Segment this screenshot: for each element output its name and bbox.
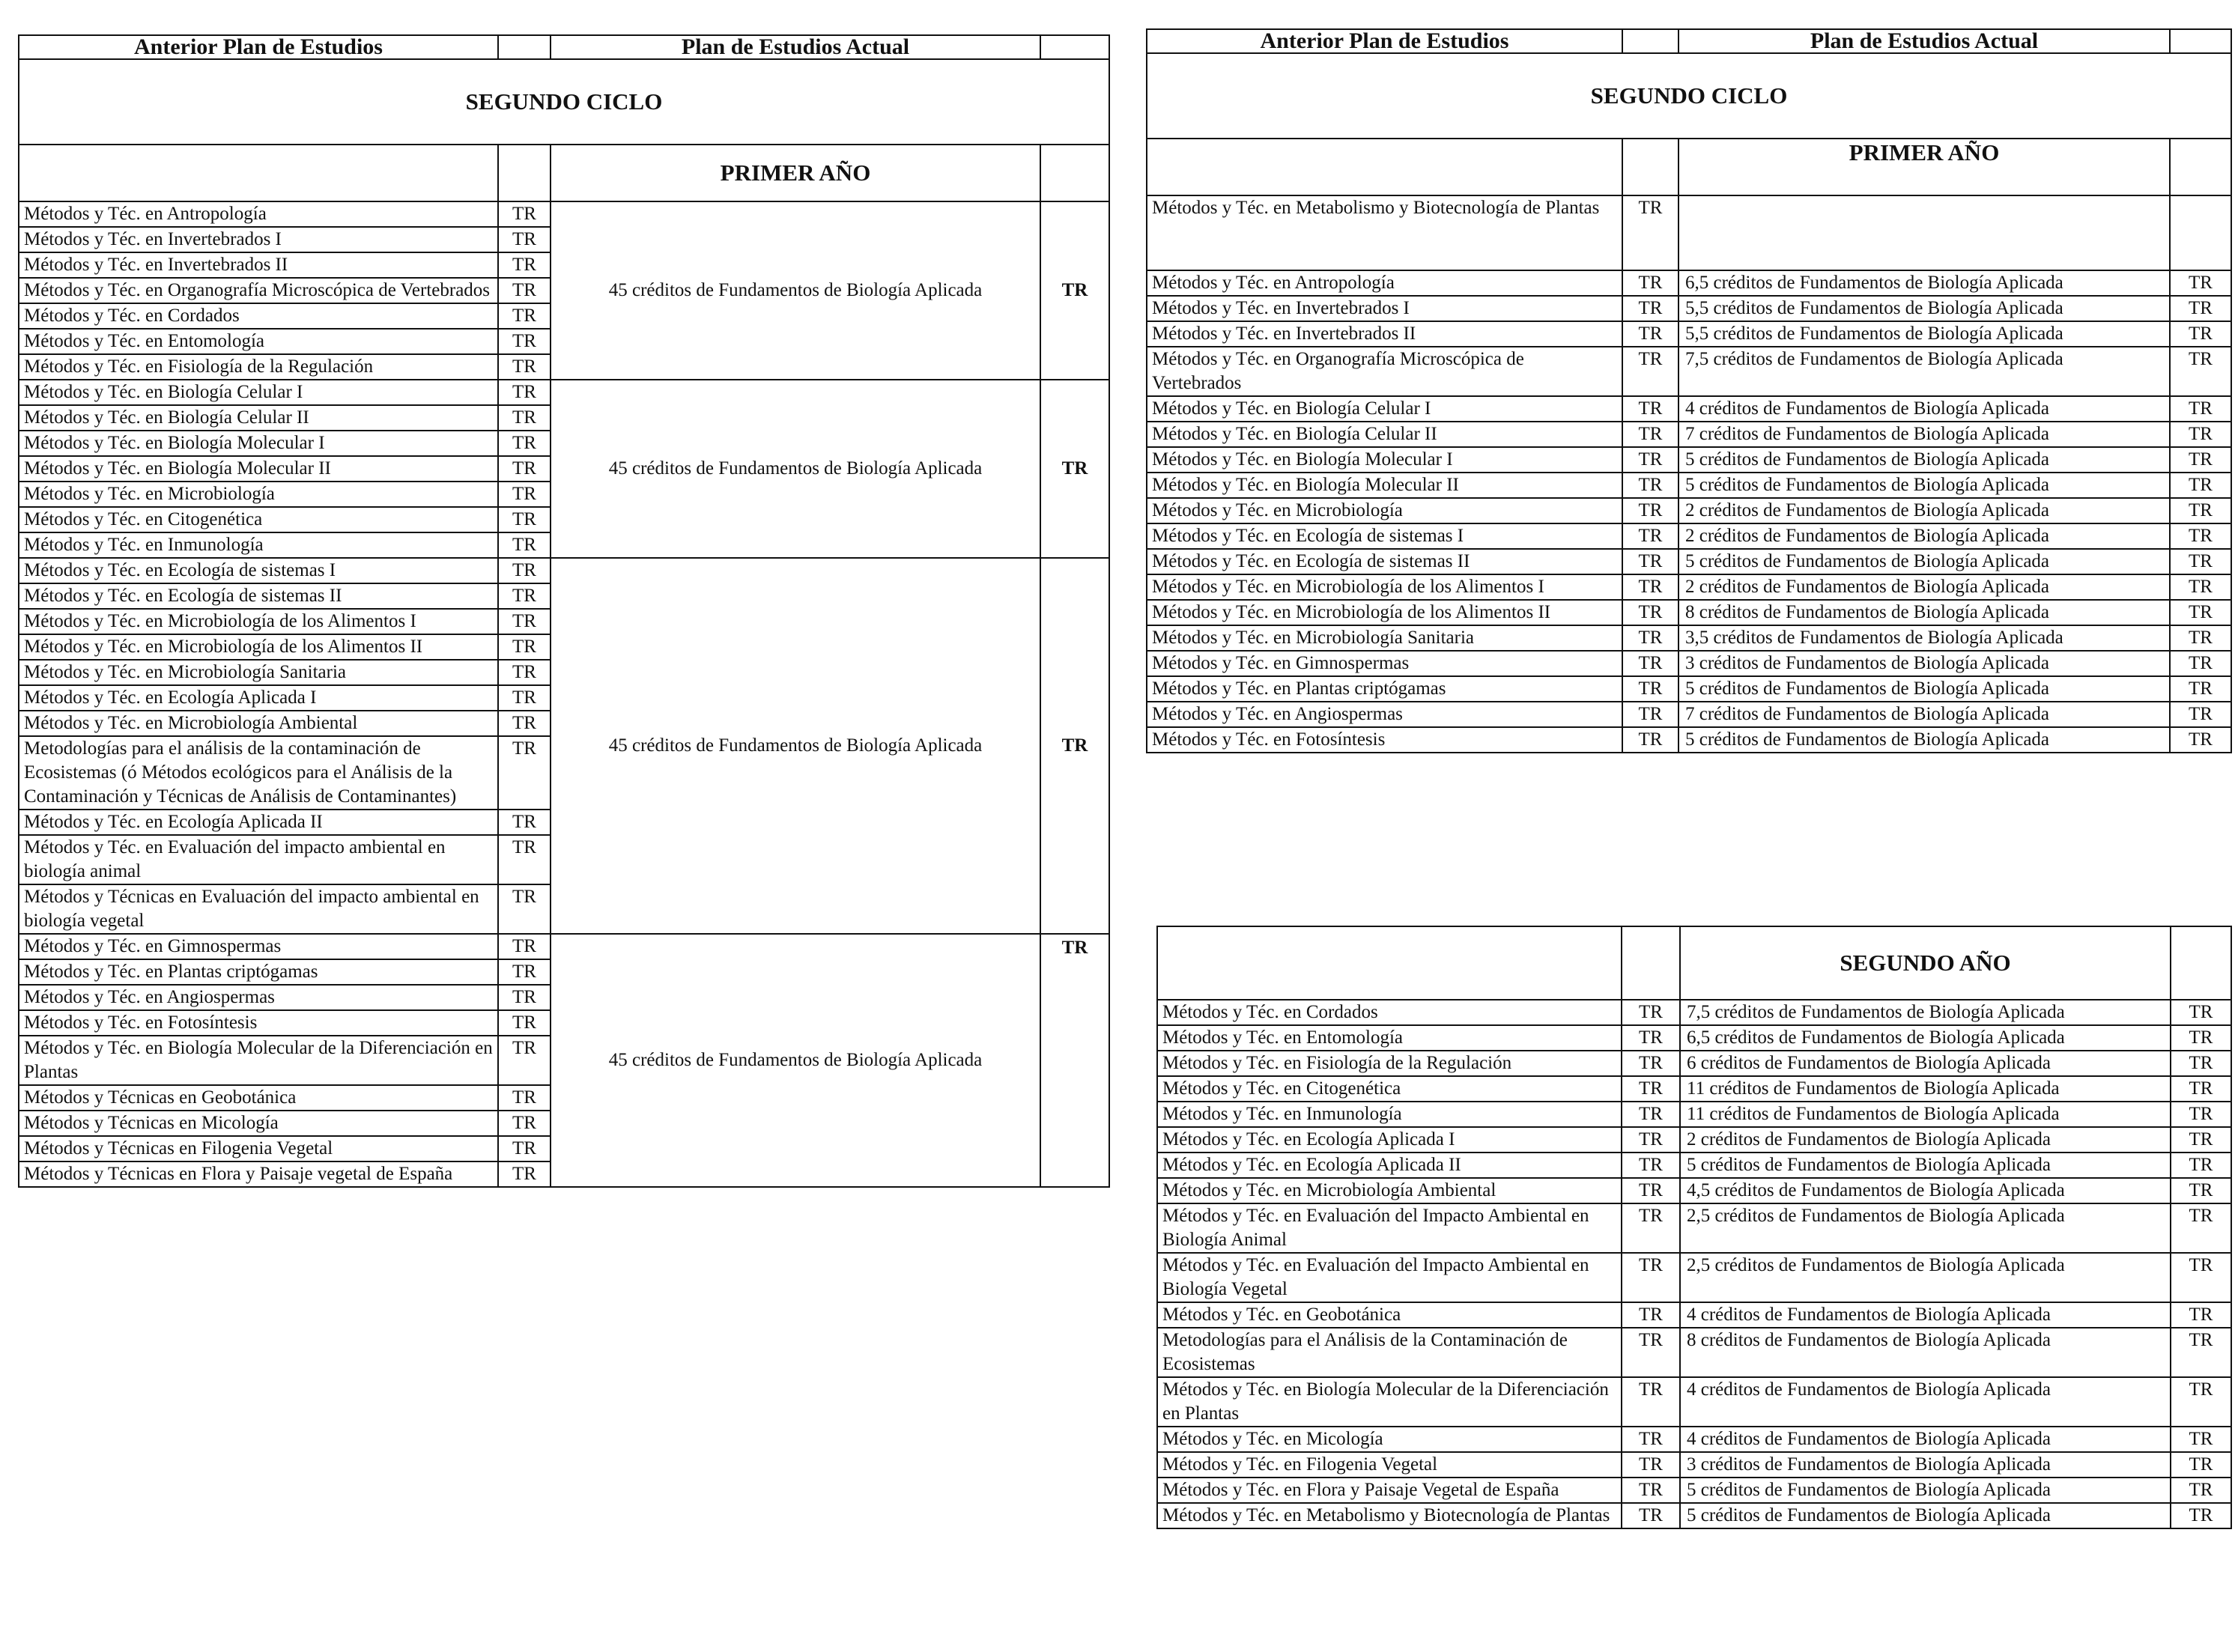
right-second-year-body [1157,1000,2231,1528]
credits-type: TR [2170,473,2231,498]
credits: 5 créditos de Fundamentos de Biología Aplicada [1680,1478,2171,1503]
group-credits: 45 créditos de Fundamentos de Biología Aplicada [551,380,1040,558]
credits-type: TR [2171,1377,2231,1427]
credits: 2,5 créditos de Fundamentos de Biología Aplicada [1680,1253,2171,1302]
credits: 4 créditos de Fundamentos de Biología Aplicada [1680,1302,2171,1328]
subject-type: TR [1622,600,1678,625]
subject-type: TR [1622,549,1678,574]
credits: 11 créditos de Fundamentos de Biología Aplicada [1680,1076,2171,1102]
subject-name: Métodos y Téc. en Ecología Aplicada II [19,810,498,835]
subject-name: Métodos y Téc. en Microbiología Ambiental [19,711,498,736]
table-row [19,558,1109,583]
subject-type: TR [498,583,551,609]
group-credits: 45 créditos de Fundamentos de Biología Aplicada [551,558,1040,934]
credits-type: TR [2170,600,2231,625]
credits: 7,5 créditos de Fundamentos de Biología Aplicada [1678,347,2170,396]
subject-name: Métodos y Téc. en Antropología [1147,270,1622,296]
credits-type: TR [2171,1203,2231,1253]
subject-name: Métodos y Téc. en Microbiología de los Alimentos I [19,609,498,634]
right-second-year-table [1156,926,2232,1529]
credits-type: TR [2170,321,2231,347]
subject-type: TR [1622,447,1678,473]
subject-name: Métodos y Téc. en Microbiología [19,482,498,507]
subject-type: TR [498,634,551,660]
subject-name: Métodos y Téc. en Flora y Paisaje Vegetal de España [1157,1478,1622,1503]
credits: 3,5 créditos de Fundamentos de Biología Aplicada [1678,625,2170,651]
credits-type: TR [2170,296,2231,321]
subject-name: Métodos y Téc. en Metabolismo y Biotecnología de Plantas [1147,195,1622,270]
subject-name: Métodos y Técnicas en Geobotánica [19,1085,498,1111]
subject-name: Métodos y Téc. en Entomología [19,329,498,354]
subject-name: Métodos y Téc. en Evaluación del impacto ambiental en biología animal [19,835,498,884]
subject-type: TR [1622,498,1678,523]
subject-name: Métodos y Téc. en Gimnospermas [1147,651,1622,676]
subject-type: TR [1622,195,1678,270]
subject-name: Métodos y Téc. en Ecología de sistemas I [1147,523,1622,549]
subject-type: TR [1622,396,1678,422]
subject-name: Métodos y Téc. en Inmunología [1157,1102,1622,1127]
subject-name: Métodos y Téc. en Ecología Aplicada I [1157,1127,1622,1153]
subject-type: TR [498,835,551,884]
subject-type: TR [1622,270,1678,296]
credits: 6 créditos de Fundamentos de Biología Aplicada [1680,1051,2171,1076]
subject-name: Métodos y Téc. en Entomología [1157,1025,1622,1051]
group-credits: 45 créditos de Fundamentos de Biología Aplicada [551,934,1040,1187]
table-row [1147,676,2231,702]
subject-name: Métodos y Téc. en Ecología de sistemas II [1147,549,1622,574]
subject-type: TR [498,1111,551,1136]
credits-type: TR [2171,1076,2231,1102]
subject-name: Métodos y Téc. en Cordados [19,303,498,329]
subject-type: TR [498,482,551,507]
first-year-title: PRIMER AÑO [551,145,1040,201]
credits: 2 créditos de Fundamentos de Biología Aplicada [1678,523,2170,549]
credits-type: TR [2171,1503,2231,1528]
credits-type: TR [2170,727,2231,753]
subject-name: Métodos y Téc. en Gimnospermas [19,934,498,959]
subject-name: Métodos y Téc. en Biología Molecular de la Diferenciación en Plantas [1157,1377,1622,1427]
subject-name: Métodos y Téc. en Invertebrados I [19,227,498,252]
table-header [1147,29,2231,53]
table-row [1147,702,2231,727]
subject-type: TR [498,252,551,278]
subject-type: TR [498,1136,551,1161]
table-header [19,35,1109,59]
credits-type: TR [2170,651,2231,676]
credits-type: TR [2170,574,2231,600]
subject-type: TR [1622,321,1678,347]
table-row [1147,195,2231,270]
previous-plan-header: Anterior Plan de Estudios [1147,29,1622,53]
previous-plan-header: Anterior Plan de Estudios [19,35,498,59]
credits-type: TR [2171,1051,2231,1076]
subject-type: TR [498,1036,551,1085]
subject-type: TR [498,609,551,634]
subject-name: Métodos y Téc. en Ecología Aplicada II [1157,1153,1622,1178]
credits: 2 créditos de Fundamentos de Biología Aplicada [1678,498,2170,523]
credits: 4,5 créditos de Fundamentos de Biología Aplicada [1680,1178,2171,1203]
subject-name: Métodos y Téc. en Fotosíntesis [1147,727,1622,753]
subject-type: TR [498,329,551,354]
table-row [1157,1051,2231,1076]
subject-type: TR [1622,625,1678,651]
subject-name: Métodos y Téc. en Biología Celular II [1147,422,1622,447]
credits-type: TR [2170,676,2231,702]
subject-name: Métodos y Téc. en Microbiología de los Alimentos II [1147,600,1622,625]
table-row [19,934,1109,959]
credits-type: TR [2170,347,2231,396]
credits-type: TR [2170,549,2231,574]
subject-type: TR [1622,1178,1680,1203]
subject-name: Métodos y Téc. en Micología [1157,1427,1622,1452]
subject-type: TR [1622,1328,1680,1377]
credits: 5 créditos de Fundamentos de Biología Aplicada [1678,447,2170,473]
credits: 6,5 créditos de Fundamentos de Biología Aplicada [1680,1025,2171,1051]
subject-name: Métodos y Téc. en Microbiología [1147,498,1622,523]
subject-type: TR [498,1085,551,1111]
credits: 5 créditos de Fundamentos de Biología Aplicada [1678,549,2170,574]
subject-type: TR [498,711,551,736]
credits: 4 créditos de Fundamentos de Biología Aplicada [1680,1377,2171,1427]
group-type: TR [1040,558,1109,934]
subject-name: Métodos y Téc. en Plantas criptógamas [19,959,498,985]
table-row [1147,396,2231,422]
subject-name: Métodos y Téc. en Angiospermas [1147,702,1622,727]
table-row [1147,651,2231,676]
credits-type: TR [2170,625,2231,651]
table-row [1157,1427,2231,1452]
credits [1678,195,2170,270]
current-plan-header: Plan de Estudios Actual [1678,29,2170,53]
subject-type: TR [1622,1427,1680,1452]
credits: 7 créditos de Fundamentos de Biología Aplicada [1678,422,2170,447]
subject-type: TR [1622,473,1678,498]
subject-type: TR [498,959,551,985]
subject-name: Métodos y Téc. en Cordados [1157,1000,1622,1025]
credits-type: TR [2170,523,2231,549]
subject-name: Métodos y Téc. en Microbiología de los Alimentos II [19,634,498,660]
subject-name: Métodos y Téc. en Biología Celular I [1147,396,1622,422]
first-year-title: PRIMER AÑO [1678,139,2170,195]
cycle-title: SEGUNDO CICLO [19,59,1109,145]
subject-name: Métodos y Téc. en Microbiología Sanitaria [19,660,498,685]
credits-type: TR [2170,447,2231,473]
subject-type: TR [498,532,551,558]
table-row [1157,1025,2231,1051]
group-type: TR [1040,934,1109,1187]
table-row [1147,422,2231,447]
subject-name: Métodos y Téc. en Biología Molecular I [1147,447,1622,473]
subject-type: TR [498,736,551,810]
subject-name: Métodos y Téc. en Evaluación del Impacto Ambiental en Biología Vegetal [1157,1253,1622,1302]
credits: 5 créditos de Fundamentos de Biología Aplicada [1680,1153,2171,1178]
subject-name: Métodos y Téc. en Inmunología [19,532,498,558]
subject-type: TR [1622,1153,1680,1178]
subject-name: Métodos y Téc. en Biología Molecular I [19,431,498,456]
subject-type: TR [1622,1503,1680,1528]
subject-name: Métodos y Téc. en Ecología de sistemas I [19,558,498,583]
cycle-title: SEGUNDO CICLO [1147,53,2231,139]
credits-type: TR [2171,1328,2231,1377]
table-row [1147,321,2231,347]
subject-name: Métodos y Téc. en Biología Molecular II [19,456,498,482]
subject-name: Métodos y Téc. en Ecología Aplicada I [19,685,498,711]
subject-type: TR [498,810,551,835]
right-first-year-table [1146,28,2232,753]
credits-type: TR [2171,1178,2231,1203]
subject-name: Métodos y Téc. en Angiospermas [19,985,498,1010]
subject-type: TR [498,507,551,532]
table-row [1157,1203,2231,1253]
subject-type: TR [1622,702,1678,727]
table-row [1147,727,2231,753]
credits: 4 créditos de Fundamentos de Biología Aplicada [1678,396,2170,422]
credits: 2,5 créditos de Fundamentos de Biología Aplicada [1680,1203,2171,1253]
credits: 6,5 créditos de Fundamentos de Biología Aplicada [1678,270,2170,296]
table-row [1157,1328,2231,1377]
subject-type: TR [1622,574,1678,600]
subject-name: Métodos y Téc. en Filogenia Vegetal [1157,1452,1622,1478]
group-type: TR [1040,380,1109,558]
credits-type: TR [2171,1153,2231,1178]
credits-type: TR [2170,396,2231,422]
subject-type: TR [1622,1203,1680,1253]
subject-name: Métodos y Téc. en Biología Celular II [19,405,498,431]
subject-type: TR [498,1010,551,1036]
group-type: TR [1040,201,1109,380]
subject-name: Métodos y Téc. en Invertebrados II [19,252,498,278]
subject-type: TR [498,1161,551,1187]
subject-type: TR [1622,651,1678,676]
credits-type: TR [2171,1427,2231,1452]
credits-type: TR [2171,1127,2231,1153]
credits-type [2170,195,2231,270]
table-row [1147,498,2231,523]
credits-type: TR [2171,1302,2231,1328]
credits-type: TR [2171,1102,2231,1127]
subject-name: Métodos y Téc. en Fotosíntesis [19,1010,498,1036]
subject-name: Métodos y Téc. en Microbiología de los Alimentos I [1147,574,1622,600]
subject-type: TR [1622,1253,1680,1302]
credits: 7,5 créditos de Fundamentos de Biología Aplicada [1680,1000,2171,1025]
subject-type: TR [498,558,551,583]
table-row [1157,1452,2231,1478]
table-row [1147,600,2231,625]
subject-name: Metodologías para el análisis de la contaminación de Ecosistemas (ó Métodos ecológicos para el Análisis de la Contaminación y Técnicas de Análisis de Contaminantes) [19,736,498,810]
table-row [1157,1000,2231,1025]
subject-name: Métodos y Téc. en Invertebrados I [1147,296,1622,321]
table-row [19,201,1109,227]
subject-type: TR [1622,296,1678,321]
credits: 5,5 créditos de Fundamentos de Biología Aplicada [1678,321,2170,347]
credits: 8 créditos de Fundamentos de Biología Aplicada [1680,1328,2171,1377]
subject-name: Métodos y Téc. en Plantas criptógamas [1147,676,1622,702]
table-row [1157,1178,2231,1203]
subject-type: TR [1622,1127,1680,1153]
credits: 5 créditos de Fundamentos de Biología Aplicada [1678,676,2170,702]
credits: 11 créditos de Fundamentos de Biología Aplicada [1680,1102,2171,1127]
credits-type: TR [2171,1253,2231,1302]
subject-name: Métodos y Téc. en Evaluación del Impacto Ambiental en Biología Animal [1157,1203,1622,1253]
subject-name: Métodos y Téc. en Fisiología de la Regulación [1157,1051,1622,1076]
subject-name: Metodologías para el Análisis de la Contaminación de Ecosistemas [1157,1328,1622,1377]
subject-type: TR [1622,1302,1680,1328]
subject-type: TR [1622,1025,1680,1051]
table-row [1157,1503,2231,1528]
table-row [19,380,1109,405]
group-credits: 45 créditos de Fundamentos de Biología Aplicada [551,201,1040,380]
right-first-year-body [1147,195,2231,753]
subject-name: Métodos y Técnicas en Filogenia Vegetal [19,1136,498,1161]
table-row [1157,1102,2231,1127]
subject-type: TR [498,431,551,456]
credits: 2 créditos de Fundamentos de Biología Aplicada [1680,1127,2171,1153]
current-plan-header: Plan de Estudios Actual [551,35,1040,59]
subject-type: TR [498,456,551,482]
credits-type: TR [2171,1000,2231,1025]
credits-type: TR [2171,1452,2231,1478]
subject-name: Métodos y Téc. en Biología Molecular de la Diferenciación en Plantas [19,1036,498,1085]
credits: 7 créditos de Fundamentos de Biología Aplicada [1678,702,2170,727]
subject-type: TR [498,884,551,934]
subject-type: TR [1622,422,1678,447]
subject-type: TR [498,354,551,380]
table-row [1157,1253,2231,1302]
subject-type: TR [498,405,551,431]
subject-type: TR [498,380,551,405]
credits-type: TR [2171,1478,2231,1503]
second-year-title: SEGUNDO AÑO [1680,926,2171,1000]
subject-type: TR [498,660,551,685]
table-row [1147,347,2231,396]
credits: 4 créditos de Fundamentos de Biología Aplicada [1680,1427,2171,1452]
subject-name: Métodos y Técnicas en Flora y Paisaje vegetal de España [19,1161,498,1187]
credits: 2 créditos de Fundamentos de Biología Aplicada [1678,574,2170,600]
subject-name: Métodos y Téc. en Organografía Microscópica de Vertebrados [19,278,498,303]
credits: 5 créditos de Fundamentos de Biología Aplicada [1680,1503,2171,1528]
table-row [1157,1302,2231,1328]
subject-name: Métodos y Téc. en Antropología [19,201,498,227]
subject-type: TR [1622,1102,1680,1127]
subject-type: TR [498,685,551,711]
subject-type: TR [1622,1452,1680,1478]
subject-type: TR [498,227,551,252]
subject-name: Métodos y Téc. en Microbiología Ambiental [1157,1178,1622,1203]
credits: 5,5 créditos de Fundamentos de Biología Aplicada [1678,296,2170,321]
subject-type: TR [498,201,551,227]
subject-type: TR [1622,1377,1680,1427]
credits-type: TR [2170,702,2231,727]
subject-name: Métodos y Técnicas en Evaluación del impacto ambiental en biología vegetal [19,884,498,934]
credits: 3 créditos de Fundamentos de Biología Aplicada [1680,1452,2171,1478]
table-row [1147,473,2231,498]
subject-type: TR [1622,727,1678,753]
credits-type: TR [2170,270,2231,296]
subject-type: TR [498,278,551,303]
subject-type: TR [1622,347,1678,396]
subject-name: Métodos y Téc. en Fisiología de la Regulación [19,354,498,380]
subject-name: Métodos y Téc. en Geobotánica [1157,1302,1622,1328]
credits: 5 créditos de Fundamentos de Biología Aplicada [1678,473,2170,498]
subject-type: TR [1622,1076,1680,1102]
subject-name: Métodos y Téc. en Organografía Microscópica de Vertebrados [1147,347,1622,396]
credits: 5 créditos de Fundamentos de Biología Aplicada [1678,727,2170,753]
subject-name: Métodos y Téc. en Ecología de sistemas II [19,583,498,609]
table-row [1147,625,2231,651]
subject-name: Métodos y Téc. en Invertebrados II [1147,321,1622,347]
table-row [1147,523,2231,549]
table-row [1157,1127,2231,1153]
subject-name: Métodos y Téc. en Citogenética [1157,1076,1622,1102]
subject-type: TR [1622,1000,1680,1025]
subject-type: TR [498,303,551,329]
subject-name: Métodos y Téc. en Biología Molecular II [1147,473,1622,498]
table-row [1147,447,2231,473]
table-row [1157,1377,2231,1427]
table-row [1157,1153,2231,1178]
subject-name: Métodos y Téc. en Biología Celular I [19,380,498,405]
subject-type: TR [1622,523,1678,549]
credits-type: TR [2170,422,2231,447]
table-row [1147,270,2231,296]
subject-type: TR [498,934,551,959]
subject-name: Métodos y Téc. en Metabolismo y Biotecnología de Plantas [1157,1503,1622,1528]
table-row [1147,296,2231,321]
credits: 3 créditos de Fundamentos de Biología Aplicada [1678,651,2170,676]
subject-name: Métodos y Téc. en Microbiología Sanitaria [1147,625,1622,651]
subject-type: TR [1622,676,1678,702]
table-row [1157,1076,2231,1102]
table-row [1147,549,2231,574]
credits-type: TR [2170,498,2231,523]
subject-type: TR [1622,1478,1680,1503]
subject-type: TR [498,985,551,1010]
subject-name: Métodos y Técnicas en Micología [19,1111,498,1136]
credits-type: TR [2171,1025,2231,1051]
credits: 8 créditos de Fundamentos de Biología Aplicada [1678,600,2170,625]
subject-type: TR [1622,1051,1680,1076]
subject-name: Métodos y Téc. en Citogenética [19,507,498,532]
table-row [1157,1478,2231,1503]
left-table-body [19,201,1109,1187]
left-equivalence-table [18,34,1110,1188]
table-row [1147,574,2231,600]
